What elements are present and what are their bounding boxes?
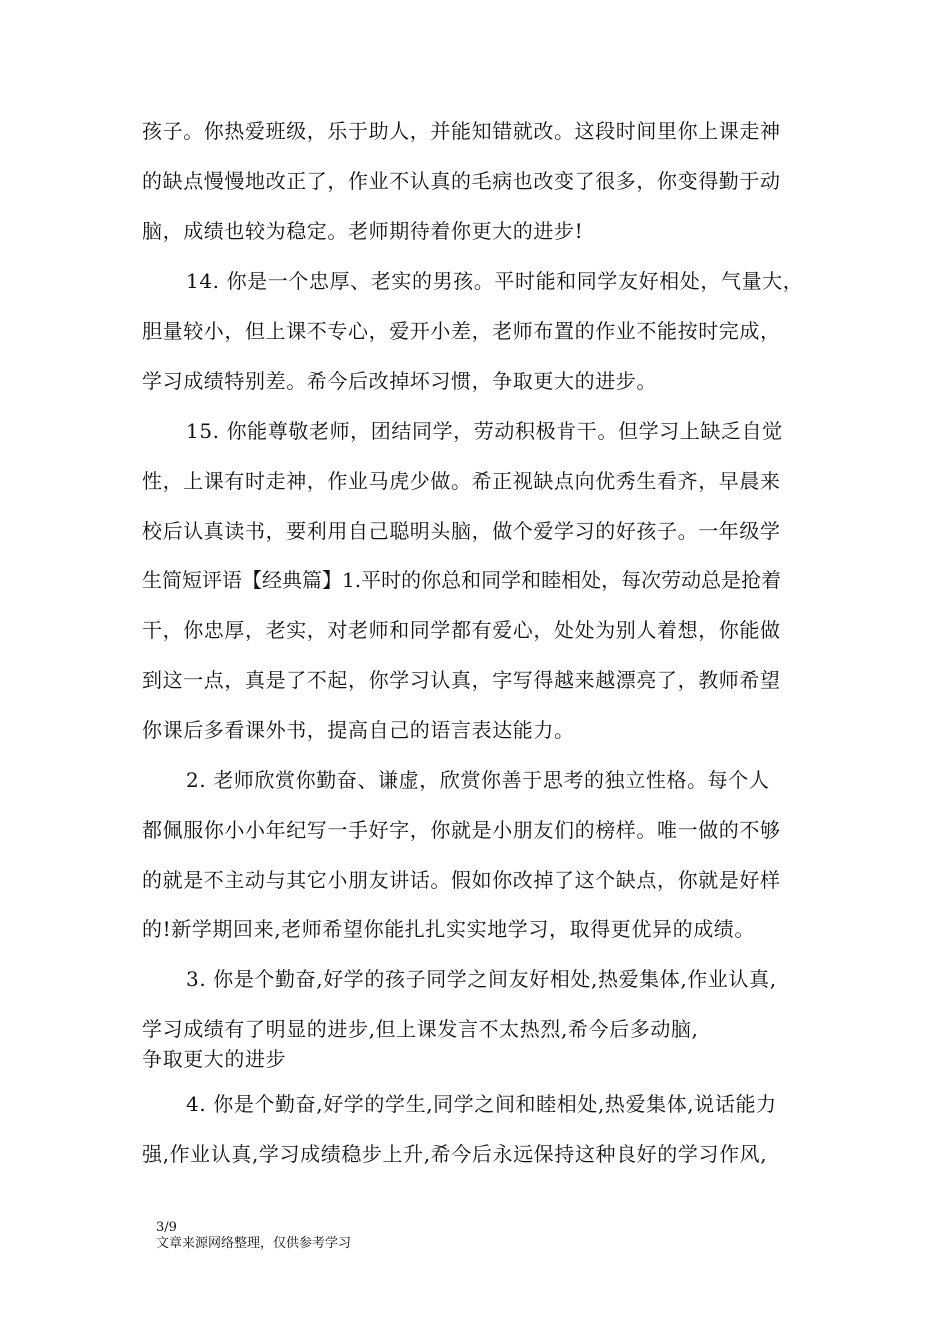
paragraph-line: 性，上课有时走神，作业马虎少做。希正视缺点向优秀生看齐，早晨来 — [142, 469, 781, 493]
footer-note: 文章来源网络整理，仅供参考学习 — [156, 1236, 352, 1251]
paragraph-line: 的!新学期回来,老师希望你能扎扎实实地学习，取得更优异的成绩。 — [142, 917, 755, 941]
paragraph-line: 的缺点慢慢地改正了，作业不认真的毛病也改变了很多，你变得勤于动 — [142, 169, 781, 193]
paragraph-line: 脑，成绩也较为稳定。老师期待着你更大的进步! — [142, 219, 584, 243]
paragraph-line: 干，你忠厚，老实，对老师和同学都有爱心，处处为别人着想，你能做 — [142, 618, 781, 642]
paragraph-line: 2. 老师欣赏你勤奋、谦虚，欣赏你善于思考的独立性格。每个人 — [186, 768, 770, 792]
paragraph-line: 到这一点，真是了不起，你学习认真，字写得越来越漂亮了，教师希望 — [142, 668, 781, 692]
paragraph-line: 的就是不主动与其它小朋友讲话。假如你改掉了这个缺点，你就是好样 — [142, 868, 781, 892]
paragraph-line: 强,作业认真,学习成绩稳步上升,希今后永远保持这种良好的学习作风, — [142, 1142, 768, 1166]
paragraph-line: 15. 你能尊敬老师，团结同学，劳动积极肯干。但学习上缺乏自觉 — [186, 419, 783, 443]
paragraph-line: 生简短评语【经典篇】1.平时的你总和同学和睦相处，每次劳动总是抢着 — [142, 568, 782, 592]
paragraph-line: 你课后多看课外书，提高自己的语言表达能力。 — [142, 718, 575, 742]
paragraph-line: 学习成绩有了明显的进步,但上课发言不太热烈,希今后多动脑, — [142, 1017, 699, 1041]
paragraph-line: 4. 你是个勤奋,好学的学生,同学之间和睦相处,热爱集体,说话能力 — [186, 1092, 777, 1116]
paragraph-line: 14. 你是一个忠厚、老实的男孩。平时能和同学友好相处，气量大， — [186, 269, 804, 293]
page-number: 3/9 — [156, 1220, 177, 1235]
paragraph-line: 胆量较小，但上课不专心，爱开小差，老师布置的作业不能按时完成， — [142, 319, 781, 343]
paragraph-line: 争取更大的进步 — [142, 1047, 287, 1071]
paragraph-line: 都佩服你小小年纪写一手好字，你就是小朋友们的榜样。唯一做的不够 — [142, 818, 781, 842]
paragraph-line: 校后认真读书，要利用自己聪明头脑，做个爱学习的好孩子。一年级学 — [142, 519, 781, 543]
paragraph-line: 孩子。你热爱班级，乐于助人，并能知错就改。这段时间里你上课走神 — [142, 119, 781, 143]
paragraph-line: 学习成绩特别差。希今后改掉坏习惯，争取更大的进步。 — [142, 369, 657, 393]
paragraph-line: 3. 你是个勤奋,好学的孩子同学之间友好相处,热爱集体,作业认真, — [186, 967, 777, 991]
